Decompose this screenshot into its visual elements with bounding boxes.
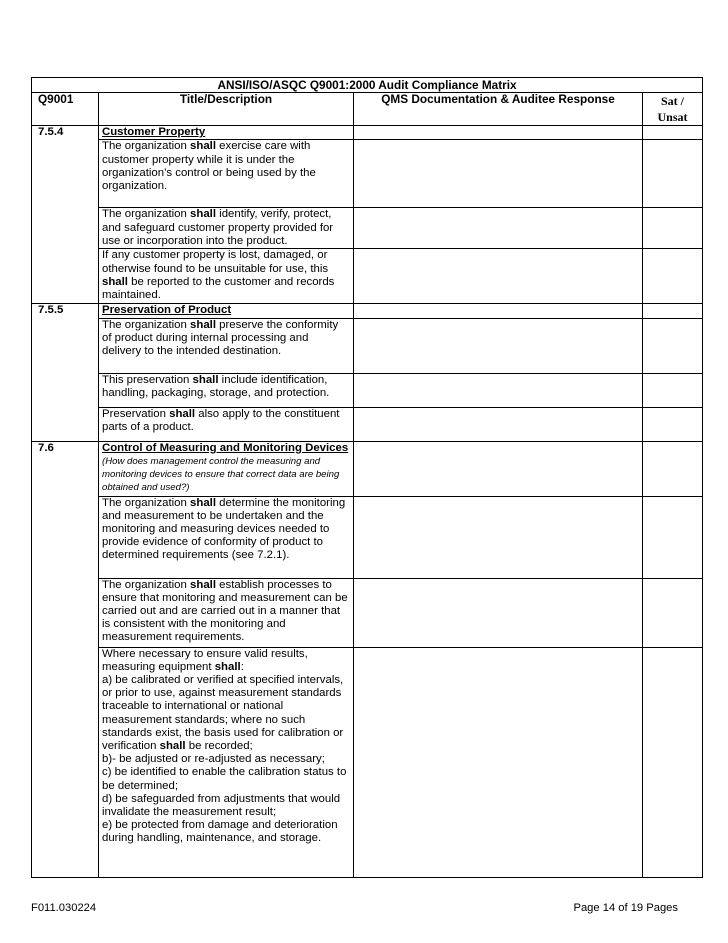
requirement-text: This preservation — [102, 373, 193, 386]
requirement-cell — [99, 318, 354, 373]
shall-keyword: shall — [190, 578, 216, 591]
table-row — [32, 496, 703, 578]
table-row — [32, 647, 703, 877]
requirement-cell — [99, 441, 354, 496]
auditee-response-cell[interactable] — [354, 318, 643, 373]
requirement-text: The organization — [102, 318, 191, 331]
table-row — [32, 578, 703, 647]
section-title: Customer Property — [102, 126, 206, 139]
requirement-text: The organization — [102, 140, 191, 153]
auditee-response-cell[interactable] — [354, 208, 643, 249]
table-row — [32, 249, 703, 304]
auditee-response-cell[interactable] — [354, 304, 643, 318]
table-row — [32, 126, 703, 140]
shall-keyword: shall — [190, 318, 216, 331]
audit-compliance-matrix — [31, 77, 703, 878]
section-title: Preservation of Product — [102, 304, 232, 317]
table-row — [32, 304, 703, 318]
requirement-cell — [99, 496, 354, 578]
sat-unsat-cell[interactable] — [643, 578, 703, 647]
requirement-text: be recorded; — [185, 740, 253, 753]
page-number: Page 14 of 19 Pages — [573, 902, 678, 914]
requirement-cell — [99, 249, 354, 304]
requirements-body — [32, 126, 703, 877]
sat-unsat-cell[interactable] — [643, 318, 703, 373]
table-row — [32, 318, 703, 373]
requirement-text: c) be identified to enable the calibration status to be determined; — [102, 766, 347, 792]
clause-cell: 7.5.5 — [32, 304, 99, 318]
auditee-response-cell[interactable] — [354, 249, 643, 304]
section-note: (How does management control the measuring and monitoring devices to ensure that correct data are being obtained and used?) — [102, 455, 340, 494]
auditee-response-cell[interactable] — [354, 441, 643, 496]
auditee-response-cell[interactable] — [354, 496, 643, 578]
requirement-text: Preservation — [102, 407, 170, 420]
clause-cell — [32, 496, 99, 578]
sat-unsat-cell[interactable] — [643, 126, 703, 140]
sat-unsat-cell[interactable] — [643, 496, 703, 578]
table-row — [32, 407, 703, 441]
requirement-text: exercise care with customer property while it is under the organization’s control or being used by the organization. — [102, 140, 316, 193]
table-row — [32, 373, 703, 407]
shall-keyword: shall — [214, 660, 241, 673]
sat-unsat-cell[interactable] — [643, 441, 703, 496]
requirement-text: determine the monitoring and measurement to be undertaken and the monitoring and measuring devices needed to provide evidence of conformity of product to determined requirements (see 7.2.1). — [102, 496, 346, 562]
requirement-text: d) be safeguarded from adjustments that would invalidate the measurement result; — [102, 792, 341, 819]
clause-cell — [32, 407, 99, 441]
clause-cell: 7.5.4 — [32, 126, 99, 140]
sat-unsat-cell[interactable] — [643, 208, 703, 249]
clause-cell: 7.6 — [32, 441, 99, 496]
auditee-response-cell[interactable] — [354, 407, 643, 441]
clause-cell — [32, 249, 99, 304]
requirement-text: The organization — [102, 578, 191, 591]
auditee-response-cell[interactable] — [354, 373, 643, 407]
section-title: Control of Measuring and Monitoring Devices — [102, 441, 349, 454]
requirement-cell — [99, 126, 354, 140]
requirement-cell — [99, 647, 354, 877]
auditee-response-cell[interactable] — [354, 578, 643, 647]
table-row — [32, 140, 703, 208]
form-id: F011.030224 — [31, 902, 97, 914]
requirement-text: a) be calibrated or verified at specified intervals, or prior to use, against measurement standards traceable to international or national measurement standards; where no such standards exist, the basis used for calibration or verification — [102, 674, 344, 753]
requirement-text: establish processes to ensure that monitoring and measurement can be carried out and are carried out in a manner that is consistent with the monitoring and measurement requirements. — [102, 578, 348, 644]
requirement-cell — [99, 140, 354, 208]
requirement-line — [102, 793, 350, 819]
clause-cell — [32, 373, 99, 407]
shall-keyword: shall — [190, 140, 216, 153]
requirement-cell — [99, 373, 354, 407]
requirement-line — [102, 819, 350, 845]
clause-cell — [32, 318, 99, 373]
requirement-line — [102, 674, 350, 753]
column-header-row — [32, 93, 703, 126]
column-header-title: Title/Description — [99, 93, 354, 126]
shall-keyword: shall — [190, 496, 216, 509]
column-header-sat: Sat / Unsat — [643, 93, 703, 126]
shall-keyword: shall — [192, 373, 219, 386]
requirement-text: b)- be adjusted or re-adjusted as necessary; — [102, 753, 325, 766]
requirement-text: The organization — [102, 208, 191, 221]
requirement-text: Where necessary to ensure valid results, measuring equipment — [102, 647, 308, 673]
requirement-cell — [99, 578, 354, 647]
column-header-clause: Q9001 — [32, 93, 99, 126]
table-row — [32, 208, 703, 249]
requirement-text: : — [240, 660, 244, 673]
sat-unsat-cell[interactable] — [643, 304, 703, 318]
requirement-text: preserve the conformity of product during internal processing and delivery to the intended destination. — [102, 318, 339, 358]
sat-unsat-cell[interactable] — [643, 647, 703, 877]
requirement-text: e) be protected from damage and deterioration during handling, maintenance, and storage. — [102, 819, 338, 845]
requirement-line — [102, 766, 350, 792]
clause-cell — [32, 208, 99, 249]
shall-keyword: shall — [159, 740, 186, 753]
auditee-response-cell[interactable] — [354, 647, 643, 877]
requirement-line — [102, 753, 350, 766]
requirement-cell — [99, 208, 354, 249]
sat-unsat-cell[interactable] — [643, 249, 703, 304]
shall-keyword: shall — [190, 208, 216, 221]
requirement-text: include identification, handling, packaging, storage, and protection. — [102, 373, 330, 399]
clause-cell — [32, 647, 99, 877]
requirement-cell — [99, 304, 354, 318]
table-row — [32, 441, 703, 496]
column-header-qms: QMS Documentation & Auditee Response — [354, 93, 643, 126]
auditee-response-cell[interactable] — [354, 140, 643, 208]
clause-cell — [32, 140, 99, 208]
shall-keyword: shall — [169, 407, 196, 420]
sat-unsat-cell[interactable] — [643, 407, 703, 441]
requirement-text: also apply to the constituent parts of a product. — [102, 407, 340, 433]
matrix-title: ANSI/ISO/ASQC Q9001:2000 Audit Compliance Matrix — [32, 78, 703, 93]
shall-keyword: shall — [102, 275, 128, 288]
requirement-text: If any customer property is lost, damaged, or otherwise found to be unsuitable for use, this — [102, 249, 329, 275]
requirement-text: The organization — [102, 496, 191, 509]
requirement-line — [102, 648, 350, 674]
sat-unsat-cell[interactable] — [643, 373, 703, 407]
clause-cell — [32, 578, 99, 647]
requirement-text: identify, verify, protect, and safeguard customer property provided for use or incorporation into the product. — [102, 208, 334, 247]
auditee-response-cell[interactable] — [354, 126, 643, 140]
requirement-text: be reported to the customer and records maintained. — [102, 275, 335, 302]
sat-unsat-cell[interactable] — [643, 140, 703, 208]
requirement-cell — [99, 407, 354, 441]
